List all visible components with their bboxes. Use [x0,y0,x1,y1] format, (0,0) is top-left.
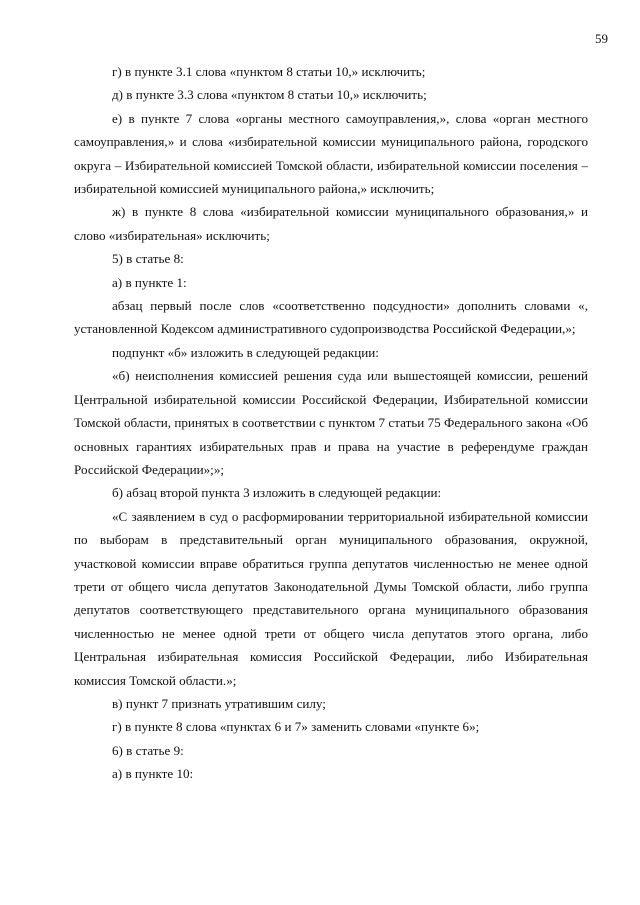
paragraph: 5) в статье 8: [112,251,184,267]
paragraph: г) в пункте 8 слова «пунктах 6 и 7» заменить словами «пункте 6»; [112,719,480,735]
paragraph: а) в пункте 10: [112,766,194,782]
paragraph: а) в пункте 1: [112,274,187,290]
document-body [74,60,588,786]
paragraph: «б) неисполнения комиссией решения суда или вышестоящей комиссии, решений Центральной избирательной комиссии Российской Федерации, Избирательной комиссии Томской области, принятых в соответствии с пунктом 7 статьи 75 Федерального закона «Об основных гарантиях избирательных прав и права на участие в референдуме граждан Российской Федерации»;»; [74,368,588,477]
paragraph: г) в пункте 3.1 слова «пунктом 8 статьи 10,» исключить; [112,64,426,79]
paragraph: абзац первый после слов «соответственно подсудности» дополнить словами «, установленной Кодексом административного судопроизводства Российской Федерации,»; [74,298,588,337]
paragraph: в) пункт 7 признать утратившим силу; [112,695,326,711]
page-number: 59 [595,31,608,46]
paragraph: б) абзац второй пункта 3 изложить в следующей редакции: [112,485,442,501]
paragraph: е) в пункте 7 слова «органы местного самоуправления,», слова «орган местного самоуправления,» и слова «избирательной комиссии муниципального района, городского округа – Избирательной комиссией Томской области, избирательной комиссии поселения – избирательной комиссией муниципального района,» исключить; [74,110,588,197]
paragraph: д) в пункте 3.3 слова «пунктом 8 статьи 10,» исключить; [112,87,427,103]
paragraph: ж) в пункте 8 слова «избирательной комиссии муниципального образования,» и слово «избирательная» исключить; [74,204,588,243]
paragraph: подпункт «б» изложить в следующей редакции: [112,344,379,360]
paragraph: 6) в статье 9: [112,742,184,758]
paragraph: «С заявлением в суд о расформировании территориальной избирательной комиссии по выборам в представительный орган муниципального образования, окружной, участковой комиссии вправе обратиться группа депутатов численностью не менее одной трети от общего числа депутатов Законодательной Думы Томской области, либо группа депутатов соответствующего представительного органа муниципального образования численностью не менее одной трети от общего числа депутатов этого органа, либо Центральная избирательная комиссия Российской Федерации, либо Избирательная комиссия Томской области.»; [74,508,588,688]
